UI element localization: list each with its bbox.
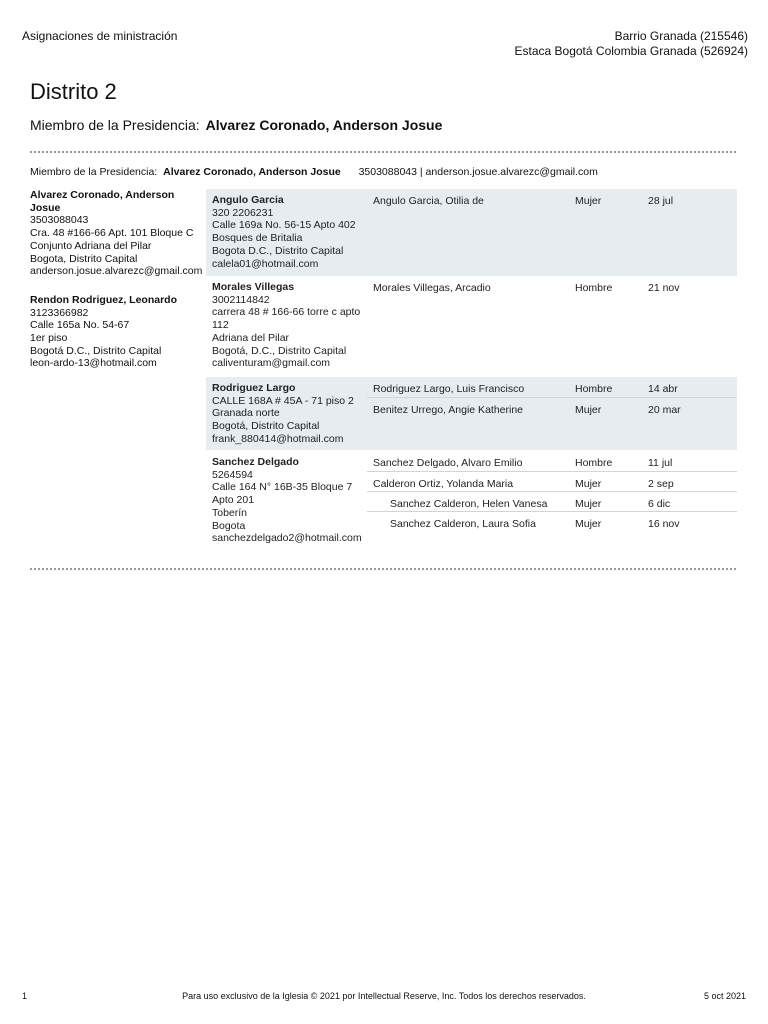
family-address xyxy=(212,382,367,446)
member-birthday: 2 sep xyxy=(648,478,674,490)
companion-card xyxy=(30,189,206,278)
ward-name: Barrio Granada (215546) xyxy=(614,29,748,43)
member-name: Sanchez Delgado, Alvaro Emilio xyxy=(373,457,523,469)
family-city: Bogota D.C., Distrito Capital xyxy=(212,244,344,257)
family-email: sanchezdelgado2@hotmail.com xyxy=(212,532,362,545)
family-address xyxy=(212,281,367,370)
family-address-line: Calle 169a No. 56-15 Apto 402 xyxy=(212,219,356,232)
family-address-line: Apto 201 xyxy=(212,494,255,507)
family-name: Sanchez Delgado xyxy=(212,456,299,468)
family-address-line: CALLE 168A # 45A - 71 piso 2 xyxy=(212,394,354,407)
member-gender: Mujer xyxy=(575,404,602,416)
family-block xyxy=(206,276,737,377)
member-row xyxy=(367,471,737,492)
district-title: Distrito 2 xyxy=(30,79,117,104)
report-date: 5 oct 2021 xyxy=(703,991,746,1001)
family-address-line: Granada norte xyxy=(212,407,280,420)
family-city: Bogota xyxy=(212,519,246,532)
family-name: Rodriguez Largo xyxy=(212,382,296,394)
report-title: Asignaciones de ministración xyxy=(22,29,178,43)
presidency-line-label: Miembro de la Presidencia: xyxy=(30,166,158,178)
member-birthday: 11 jul xyxy=(648,457,673,469)
member-birthday: 20 mar xyxy=(648,404,681,416)
companion-address: Calle 165a No. 54-67 xyxy=(30,319,130,332)
dotted-divider-bottom xyxy=(30,568,736,570)
companion-email: anderson.josue.alvarezc@gmail.com xyxy=(30,265,203,278)
family-block xyxy=(206,377,737,450)
presidency-subtitle xyxy=(30,117,442,133)
member-birthday: 16 nov xyxy=(648,518,680,530)
family-name: Angulo Garcia xyxy=(212,194,284,206)
family-address-line: Bosques de Britalia xyxy=(212,232,303,245)
companion-address: 1er piso xyxy=(30,332,68,345)
presidency-contact-line xyxy=(30,166,598,178)
member-row xyxy=(367,189,737,209)
companion-address: Cra. 48 #166-66 Apt. 101 Bloque C xyxy=(30,227,194,240)
member-name: Sanchez Calderon, Helen Vanesa xyxy=(390,498,548,510)
family-address-line: Adriana del Pilar xyxy=(212,331,290,344)
member-name: Angulo Garcia, Otilia de xyxy=(373,195,484,207)
presidency-line-email: anderson.josue.alvarezc@gmail.com xyxy=(425,166,598,178)
family-phone: 3002114842 xyxy=(212,293,270,306)
member-gender: Mujer xyxy=(575,498,602,510)
member-birthday: 14 abr xyxy=(648,383,678,395)
member-gender: Mujer xyxy=(575,195,602,207)
companion-name: Alvarez Coronado, Anderson Josue xyxy=(30,189,175,214)
family-address xyxy=(212,456,367,545)
family-address-line: 112 xyxy=(212,319,229,332)
family-name: Morales Villegas xyxy=(212,281,295,293)
member-name: Benitez Urrego, Angie Katherine xyxy=(373,404,524,416)
member-name: Morales Villegas, Arcadio xyxy=(373,282,491,294)
family-address-line: carrera 48 # 166-66 torre c apto xyxy=(212,306,361,319)
member-gender: Hombre xyxy=(575,282,613,294)
member-gender: Mujer xyxy=(575,518,602,530)
member-name: Rodriguez Largo, Luis Francisco xyxy=(373,383,525,395)
family-address-line: Calle 164 N° 16B-35 Bloque 7 xyxy=(212,481,353,494)
member-name: Calderon Ortiz, Yolanda Maria xyxy=(373,478,514,490)
member-gender: Mujer xyxy=(575,478,602,490)
stake-name: Estaca Bogotá Colombia Granada (526924) xyxy=(514,44,748,58)
copyright-notice: Para uso exclusivo de la Iglesia © 2021 por Intellectual Reserve, Inc. Todos los derechos reservados. xyxy=(182,991,586,1001)
member-row xyxy=(367,491,737,512)
family-address xyxy=(212,194,367,270)
presidency-label: Miembro de la Presidencia: xyxy=(30,117,200,133)
member-name: Sanchez Calderon, Laura Sofia xyxy=(390,518,536,530)
family-block xyxy=(206,451,737,551)
member-birthday: 28 jul xyxy=(648,195,674,207)
companion-address: Conjunto Adriana del Pilar xyxy=(30,239,152,252)
family-block xyxy=(206,189,737,276)
family-email: frank_880414@hotmail.com xyxy=(212,432,344,445)
family-email: calela01@hotmail.com xyxy=(212,257,319,270)
member-row xyxy=(367,276,737,296)
presidency-line-phone: 3503088043 xyxy=(358,166,417,178)
dotted-divider-top xyxy=(30,151,736,153)
family-phone: 5264594 xyxy=(212,468,253,481)
family-address-line: Toberín xyxy=(212,506,248,519)
family-email: caliventuram@gmail.com xyxy=(212,357,331,370)
companion-city: Bogota, Distrito Capital xyxy=(30,252,138,265)
companions-column xyxy=(30,189,206,386)
presidency-name: Alvarez Coronado, Anderson Josue xyxy=(205,117,443,133)
member-birthday: 6 dic xyxy=(648,498,671,510)
presidency-line-name: Alvarez Coronado, Anderson Josue xyxy=(163,166,341,178)
presidency-line-divider: | xyxy=(419,166,423,178)
member-gender: Hombre xyxy=(575,383,613,395)
family-city: Bogotá, D.C., Distrito Capital xyxy=(212,344,347,357)
companion-phone: 3503088043 xyxy=(30,214,89,227)
family-phone: 320 2206231 xyxy=(212,206,274,219)
family-city: Bogotá, Distrito Capital xyxy=(212,420,320,433)
member-birthday: 21 nov xyxy=(648,282,680,294)
member-row xyxy=(367,451,737,471)
member-row xyxy=(367,511,737,532)
page-number: 1 xyxy=(22,991,28,1001)
companion-city: Bogotá D.C., Distrito Capital xyxy=(30,344,162,357)
companion-card xyxy=(30,294,206,370)
member-row xyxy=(367,377,737,397)
member-row xyxy=(367,397,737,418)
companion-email: leon-ardo-13@hotmail.com xyxy=(30,357,157,370)
unit-info xyxy=(515,29,748,59)
companion-phone: 3123366982 xyxy=(30,306,89,319)
member-gender: Hombre xyxy=(575,457,613,469)
companion-name: Rendon Rodriguez, Leonardo xyxy=(30,293,177,306)
